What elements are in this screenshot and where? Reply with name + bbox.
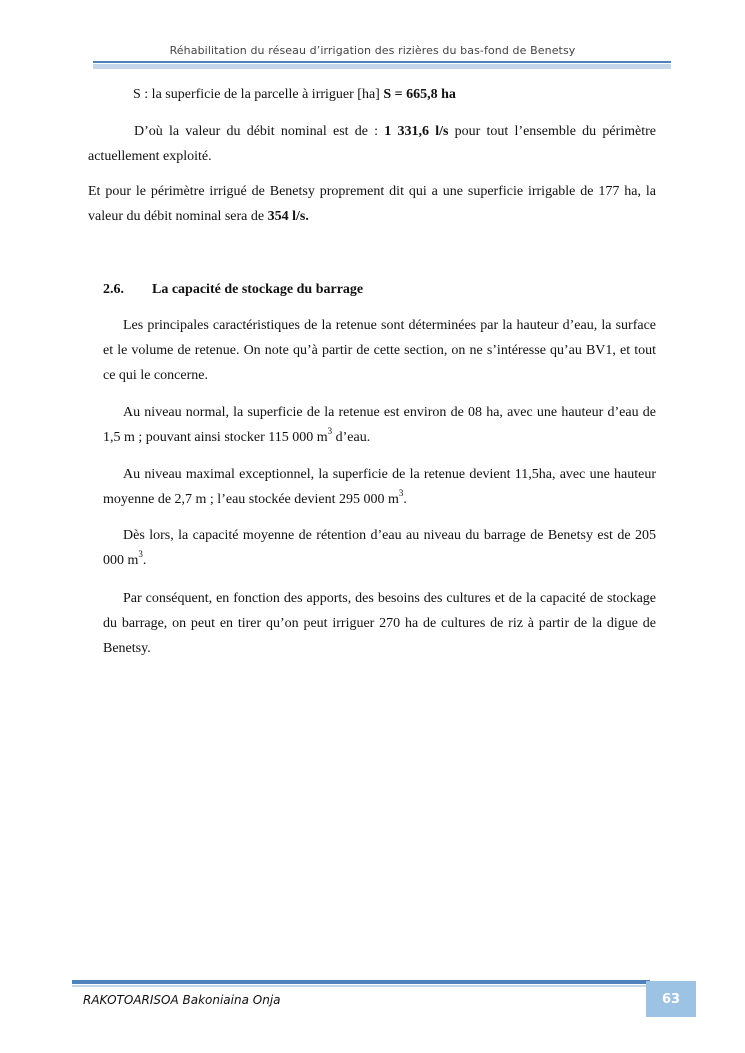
superscript: 3	[138, 549, 143, 560]
page-number-badge	[646, 981, 696, 1017]
paragraph-debit-nominal	[88, 119, 656, 169]
paragraph-text: d’eau.	[332, 430, 371, 445]
paragraph-consequence: Par conséquent, en fonction des apports, des besoins des cultures et de la capacité de stockage du barrage, on peut en tirer qu’on peut irriguer 270 ha de cultures de riz à partir de la digue de Benetsy.	[103, 591, 656, 656]
paragraph-niveau-maximal	[103, 462, 656, 512]
paragraph-superficie	[133, 82, 663, 107]
paragraph-text: .	[142, 553, 147, 568]
footer-rule-dark	[72, 980, 650, 984]
paragraph-text: Au niveau maximal exceptionnel, la superficie de la retenue devient 11,5ha, avec une hauteur moyenne de 2,7 m ; l’eau stockée devient 295 000 m	[103, 467, 656, 507]
header-title: Réhabilitation du réseau d’irrigation des rizières du bas-fond de Benetsy	[169, 44, 576, 57]
bold-value: 1 331,6 l/s	[384, 124, 449, 139]
paragraph-text: Dès lors, la capacité moyenne de rétention d’eau au niveau du barrage de Benetsy est de 205 000 m	[103, 528, 656, 568]
paragraph-text: Au niveau normal, la superficie de la retenue est environ de 08 ha, avec une hauteur d’eau de 1,5 m ; pouvant ainsi stocker 115 000 m	[103, 405, 656, 445]
bold-value: 354 l/s.	[267, 209, 309, 224]
paragraph-benetsy-debit	[88, 179, 656, 229]
header-rule-dark	[93, 61, 671, 63]
paragraph-line: actuellement exploité.	[88, 149, 212, 164]
paragraph-capacite-moyenne	[103, 523, 656, 573]
paragraph-text: Et pour le périmètre irrigué de Benetsy proprement dit qui a une superficie irrigable de 177 ha, la valeur du débit nominal sera de	[88, 184, 656, 224]
section-heading	[103, 279, 363, 301]
section-title: La capacité de stockage du barrage	[152, 282, 364, 297]
paragraph-text: pour tout l’ensemble du périmètre	[448, 124, 657, 139]
footer-author: RAKOTOARISOA Bakoniaina Onja	[83, 993, 281, 1007]
header-rule-light	[93, 64, 671, 69]
footer-rule-light	[72, 985, 650, 987]
paragraph-line	[88, 119, 656, 144]
superscript: 3	[327, 426, 333, 437]
paragraph-text: D’où la valeur du débit nominal est de :	[134, 124, 385, 139]
section-number: 2.6.	[103, 282, 124, 297]
paragraph-text: .	[403, 492, 407, 507]
superscript: 3	[398, 488, 404, 499]
paragraph-caracteristiques: Les principales caractéristiques de la retenue sont déterminées par la hauteur d’eau, la surface et le volume de retenue. On note qu’à partir de cette section, on ne s’intéresse qu’au BV1, et tout ce qui le concerne.	[103, 318, 656, 383]
paragraph-text: S : la superficie de la parcelle à irriguer [ha]	[133, 87, 384, 102]
page-number: 63	[661, 991, 681, 1007]
paragraph-niveau-normal	[103, 400, 656, 450]
bold-value: S = 665,8 ha	[383, 87, 456, 102]
